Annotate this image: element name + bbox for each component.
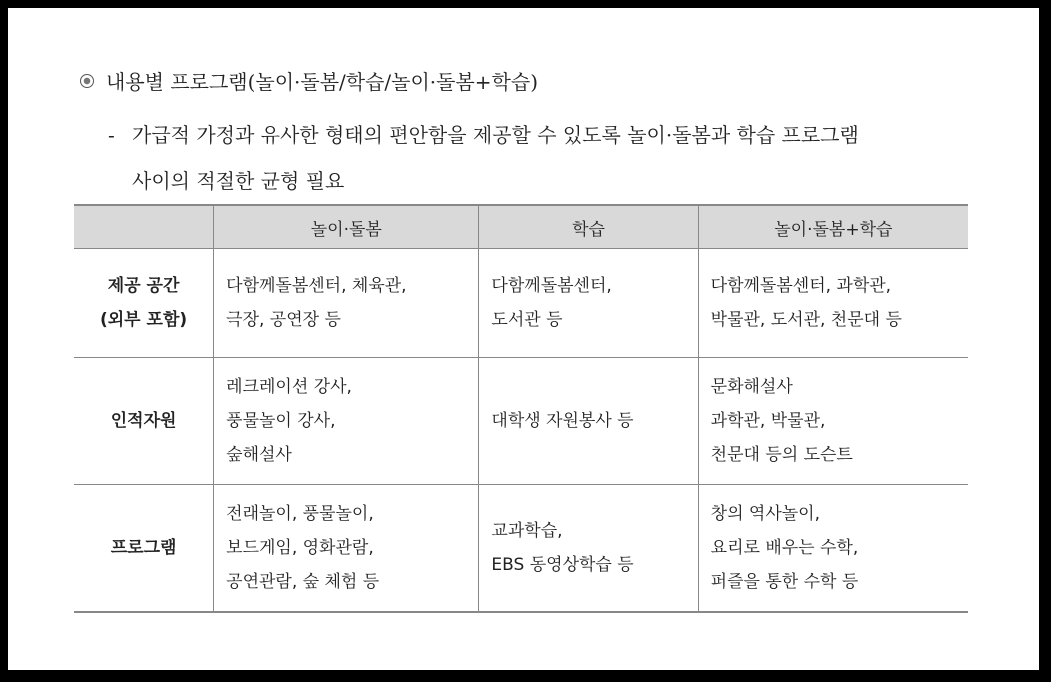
header-play-care-learning: 놀이·돌봄+학습 xyxy=(698,205,968,249)
cell-line: 교과학습, xyxy=(491,521,563,541)
cell-line: 숲해설사 xyxy=(226,445,292,465)
document-page xyxy=(8,8,1039,670)
row-label-program xyxy=(74,485,214,613)
row-label-line: 인적자원 xyxy=(110,411,177,431)
section-heading xyxy=(80,66,538,95)
circle-bullet-icon xyxy=(80,74,94,88)
cell-line: 보드게임, 영화관람, xyxy=(226,538,374,558)
cell-line: 다함께돌봄센터, xyxy=(491,276,612,296)
row-label-line: (외부 포함) xyxy=(99,310,188,330)
table-row xyxy=(74,249,968,358)
cell-line: 천문대 등의 도슨트 xyxy=(710,445,853,465)
program-table xyxy=(74,204,968,613)
cell-line: 대학생 자원봉사 등 xyxy=(491,411,634,431)
table-row xyxy=(74,485,968,613)
cell-line: 퍼즐을 통한 수학 등 xyxy=(710,572,859,592)
row-label-space xyxy=(74,249,214,358)
description-line-2: 사이의 적절한 균형 필요 xyxy=(132,169,345,193)
cell-line: 풍물놀이 강사, xyxy=(226,411,336,431)
table-cell xyxy=(698,249,968,358)
table-cell xyxy=(479,485,698,613)
cell-line: 요리로 배우는 수학, xyxy=(710,538,859,558)
cell-line: 박물관, 도서관, 천문대 등 xyxy=(710,310,902,330)
table-header-row xyxy=(74,205,968,249)
table-cell xyxy=(479,249,698,358)
header-learning: 학습 xyxy=(479,205,698,249)
cell-line: 다함께돌봄센터, 과학관, xyxy=(710,276,892,296)
table-cell xyxy=(214,249,479,358)
row-label-line: 프로그램 xyxy=(110,538,177,558)
cell-line: 다함께돌봄센터, 체육관, xyxy=(226,276,407,296)
cell-line: 문화해설사 xyxy=(710,377,793,397)
cell-line: 공연관람, 숲 체험 등 xyxy=(226,572,380,592)
cell-line: 창의 역사놀이, xyxy=(710,504,820,524)
table-cell xyxy=(698,358,968,485)
cell-line: 도서관 등 xyxy=(491,310,563,330)
table-cell xyxy=(698,485,968,613)
dash-marker: - xyxy=(108,123,115,147)
table-row xyxy=(74,358,968,485)
cell-line: EBS 동영상학습 등 xyxy=(491,555,634,575)
row-label-human-resources xyxy=(74,358,214,485)
table-cell xyxy=(214,485,479,613)
cell-line: 레크레이션 강사, xyxy=(226,377,352,397)
table-cell xyxy=(479,358,698,485)
table-cell xyxy=(214,358,479,485)
description-line-1: 가급적 가정과 유사한 형태의 편안함을 제공할 수 있도록 놀이·돌봄과 학습 프로그램 xyxy=(132,123,859,147)
cell-line: 극장, 공연장 등 xyxy=(226,310,341,330)
header-corner xyxy=(74,205,214,249)
cell-line: 전래놀이, 풍물놀이, xyxy=(226,504,374,524)
header-play-care: 놀이·돌봄 xyxy=(214,205,479,249)
row-label-line: 제공 공간 xyxy=(107,276,180,296)
section-heading-text: 내용별 프로그램(놀이·돌봄/학습/놀이·돌봄+학습) xyxy=(106,70,538,94)
cell-line: 과학관, 박물관, xyxy=(710,411,826,431)
